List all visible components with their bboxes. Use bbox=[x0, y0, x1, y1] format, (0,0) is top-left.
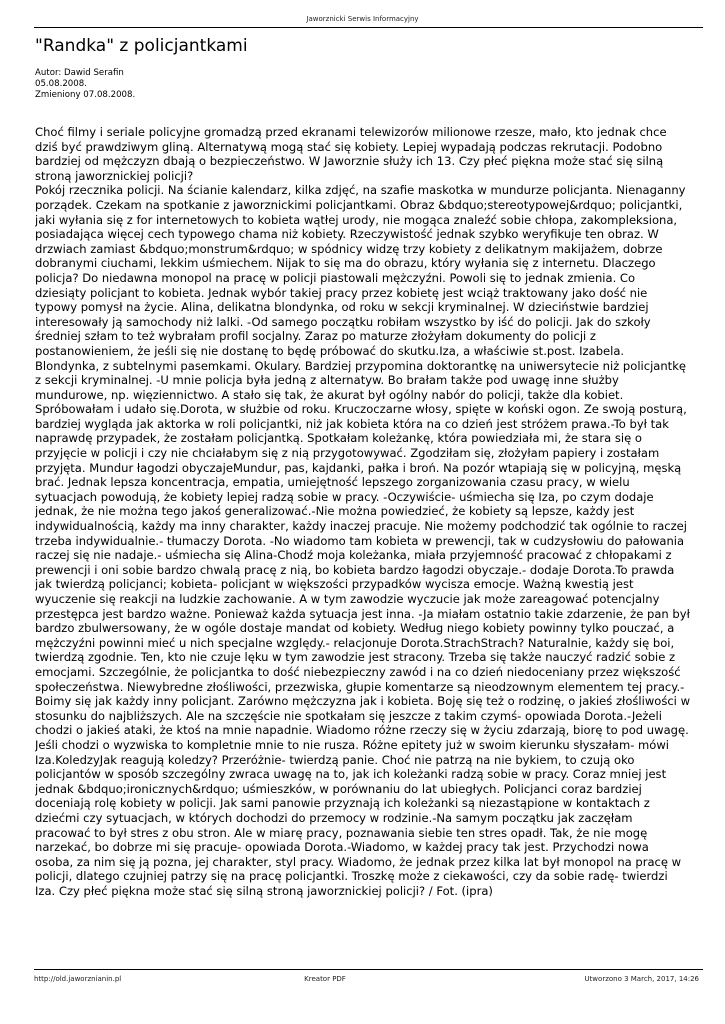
article-author: Autor: Dawid Serafin bbox=[35, 68, 124, 78]
article-lead-paragraph: Choć filmy i seriale policyjne gromadzą przed ekranami telewizorów milionowe rzesze, mało, kto jednak chce dziś być prawdziwym gliną. Alternatywą mogą stać się kobiety. Lepiej wypadają podczas rekrutacji. Podobno bardziej od mężczyzn dbają o bezpieczeństwo. W Jaworznie służy ich 13. Czy płeć piękna może stać się silną stroną jaworznickiej policji? bbox=[35, 125, 667, 183]
footer-generator: Kreator PDF bbox=[304, 975, 346, 983]
article-main-paragraph: Pokój rzecznika policji. Na ścianie kalendarz, kilka zdjęć, na szafie maskotka w mundurze policjanta. Nienaganny porządek. Czekam na spotkanie z jaworznickimi policjantkami. Obraz &bdquo;stereotypowej&rdquo; policjantki, jaki wyłania się z for internetowych to kobieta wątłej urody, nie mogąca znaleźć sobie chłopa, zakompleksiona, posiadająca więcej cech typowego chama niż kobiety. Rzeczywistość jednak szybko weryfikuje ten obraz. W drzwiach zamiast &bdquo;monstrum&rdquo; w spódnicy widzę trzy kobiety z delikatnym makijażem, dobrze dobranymi ciuchami, lekkim uśmiechem. Nijak to się ma do obrazu, który wyłania się z internetu. Dlaczego policja? Do niedawna monopol na pracę w policji piastowali mężczyźni. Powoli się to jednak zmienia. Co dziesiąty policjant to kobieta. Jednak wybór takiej pracy przez kobietę jest wciąż traktowany jako dość nie typowy pomysł na życie. Alina, delikatna blondynka, od roku w sekcji kryminalnej. W dzieciństwie bardziej interesowały ją samochody niż lalki. -Od samego początku robiłam wszystko by iść do policji. Jak do szkoły średniej szłam to też wybrałam profil socjalny. Zaraz po maturze złożyłam dokumenty do policji z postanowieniem, że jeśli się nie dostanę to będę próbować do skutku.Iza, a właściwie st.post. Izabela. Blondynka, z subtelnymi pasemkami. Okulary. Bardziej przypomina doktorantkę na uniwersytecie niż policjantkę z sekcji kryminalnej. -U mnie policja była jedną z alternatyw. Bo brałam także pod uwagę inne służby mundurowe, np. więziennictwo. A stało się tak, że akurat był ogólny nabór do policji, także dla kobiet. Spróbowałam i udało się.Dorota, w służbie od roku. Kruczoczarne włosy, spięte w koński ogon. Ze swoją posturą, bardziej wygląda jak aktorka w roli policjantki, niż jak kobieta która na co dzień jest stróżem prawa.-To był tak naprawdę przypadek, że zostałam policjantką. Spotkałam koleżankę, która powiedziała mi, że stara się o przyjęcie w policji i czy nie chciałabym się z nią przygotowywać. Zgodziłam się, złożyłam papiery i zostałam przyjęta. Mundur łagodzi obyczajeMundur, pas, kajdanki, pałka i broń. Na pozór wtapiają się w policyjną, męską brać. Jednak lepsza koncentracja, empatia, umiejętność lepszego zorganizowania czasu pracy, w wielu sytuacjach powodują, że kobiety lepiej radzą sobie w pracy. -Oczywiście- uśmiecha się Iza, po czym dodaje jednak, że nie można tego jakoś generalizować.-Nie można powiedzieć, że kobiety są lepsze, każdy jest indywidualnością, każdy ma inny charakter, każdy inaczej pracuje. Nie możemy podchodzić tak ogólnie to raczej trzeba indywidualnie.- tłumaczy Dorota. -No wiadomo tam kobieta w prewencji, tak w cudzysłowiu do pałowania raczej się nie nadaje.- uśmiecha się Alina-Chodź moja koleżanka, miała przyjemność pracować z chłopakami z prewencji i oni sobie bardzo chwalą pracę z nią, bo kobieta bardzo łagodzi obyczaje.- dodaje Dorota.To prawda jak twierdzą policjanci; kobieta- policjant w większości przypadków wycisza emocje. Ważną kwestią jest wyuczenie się reakcji na ludzkie zachowanie. A w tym zawodzie wyczucie jak może zareagować potencjalny przestępca jest bardzo ważne. Ponieważ każda sytuacja jest inna. -Ja miałam ostatnio takie zdarzenie, że pan był bardzo zbulwersowany, że w ogóle dostaje mandat od kobiety. Według niego kobiety powinny tylko pouczać, a mężczyźni powinni mieć u nich specjalne względy.- relacjonuje Dorota.StrachStrach? Naturalnie, każdy się boi, twierdzą zgodnie. Ten, kto nie czuje lęku w tym zawodzie jest stracony. Trzeba się także nauczyć radzić sobie z emocjami. Szczególnie, że policjantka to dość niebezpieczny zawód i na co dzień niedoceniany przez większość społeczeństwa. Niewybredne złośliwości, przezwiska, głupie komentarze są nieodzownym elementem tej pracy.-Boimy się jak każdy inny policjant. Zarówno mężczyzna jak i kobieta. Boję się też o rodzinę, o jakieś złośliwości w stosunku do najbliższych. Ale na szczęście nie spotkałam się jeszcze z takim czymś- opowiada Dorota.-Jeżeli chodzi o jakieś ataki, że ktoś na mnie napadnie. Wiadomo różne rzeczy się w życiu zdarzają, biorę to pod uwagę. Jeśli chodzi o wyzwiska to kompletnie mnie to nie rusza. Różne epitety już w swoim kierunku słyszałam- mówi Iza.KoledzyJak reagują koledzy? Przeróżnie- twierdzą panie. Choć nie patrzą na nie bykiem, to czują oko policjantów w sposób szczególny zwraca uwagę na to, jak ich koleżanki radzą sobie w pracy. Coraz mniej jest jednak &bdquo;ironicznych&rdquo; uśmieszków, w porównaniu do lat ubiegłych. Policjanci coraz bardziej doceniają rolę kobiety w policji. Jak sami panowie przyznają ich koleżanki są niezastąpione w kontaktach z dziećmi czy sytuacjach, w których dochodzi do przemocy w rodzinie.-Na samym początku jak zaczęłam pracować to był stres z obu stron. Ale w miarę pracy, poznawania siebie ten stres opadł. Tak, że nie mogę narzekać, bo dobrze mi się pracuje- opowiada Dorota.-Wiadomo, w każdej pracy tak jest. Przychodzi nowa osoba, za nim się ją pozna, jej charakter, styl pracy. Wiadomo, że jednak przez kilka lat był monopol na pracę w policji, dlatego czujniej patrzy się na pracę policjantki. Troszkę może z ciekawości, czy da sobie radę- twierdzi Iza. Czy płeć piękna może stać się silną stroną jaworznickiej policji? / Fot. (ipra) bbox=[35, 183, 690, 898]
page-header: Jaworznicki Serwis Informacyjny bbox=[306, 15, 419, 23]
article-body bbox=[35, 125, 690, 963]
article-date: 05.08.2008. bbox=[35, 79, 87, 89]
article-modified-date: Zmieniony 07.08.2008. bbox=[35, 90, 136, 100]
footer-created-date: Utworzono 3 March, 2017, 14:26 bbox=[584, 975, 699, 983]
footer-url[interactable]: http://old.jaworznianin.pl bbox=[34, 975, 122, 983]
footer-divider bbox=[34, 969, 703, 970]
article-meta bbox=[35, 68, 135, 101]
header-divider bbox=[34, 27, 703, 28]
article-title: "Randka" z policjantkami bbox=[35, 36, 248, 56]
